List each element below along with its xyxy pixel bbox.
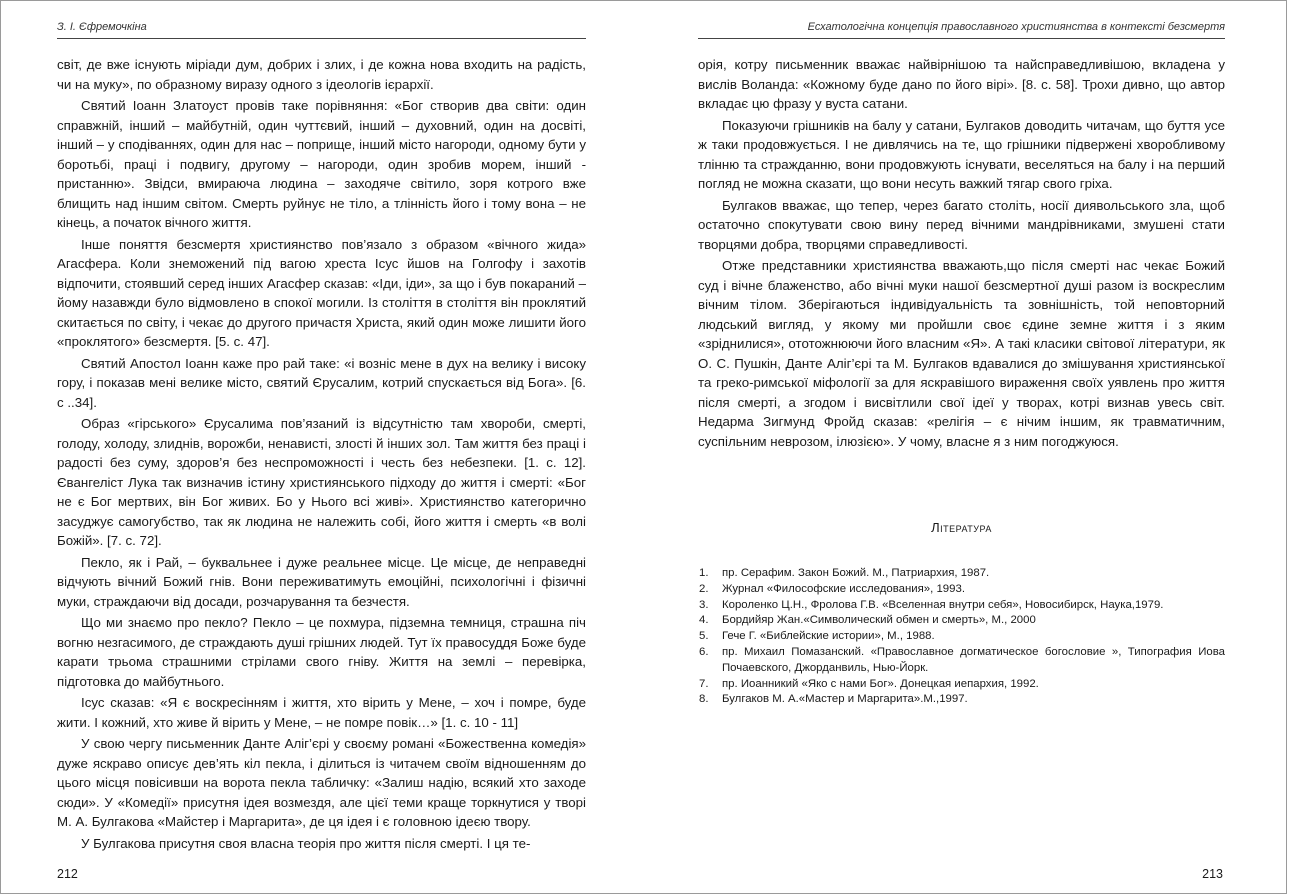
literature-item: [698, 613, 1225, 629]
paragraph: орія, котру письменник вважає найвірнішою та найсправедливішою, вкладена у вислів Воланда: «Кожному буде дано по його вірі». [8. с. 58]. Трохи дивно, що автор вкладає цю фразу у вуста сатани.: [698, 57, 1225, 111]
paragraph: Отже представники християнства вважають,що після смерті нас чекає Божий суд і вічне блаженство, або вічні муки нашої безсмертної душі разом із воскреслим вічним тілом. Зберігаються індивідуальність та зовнішність, той неповторний людський вигляд, у якому ми пройшли своє єдине земне життя і з яким «зріднилися», ототожнюючи його власним «Я». А такі класики світової літератури, як О. С. Пушкін, Данте Аліг’єрі та М. Булгаков вдавалися до змішування християнської та греко-римської міфології за для яскравішого вираження своїх уявлень про життя після смерті, а згодом і висвітлили свої ідеї у творах, котрі визнав увесь світ. Недарма Зигмунд Фройд сказав: «релігія – є нічим іншим, як травматичним, суспільним неврозом, ілюзією». У чому, власне я з ним погоджуюся.: [698, 258, 1225, 449]
paragraph: Ісус сказав: «Я є воскресінням і життя, хто вірить у Мене, – хоч і помре, буде жити. І кожний, хто живе й вірить у Мене, – не помре повік…» [1. с. 10 - 11]: [57, 695, 586, 730]
literature-item: [698, 629, 1225, 645]
literature-item: [698, 692, 1225, 708]
literature-item-number: 6.: [699, 645, 709, 658]
literature-item-text: Короленко Ц.Н., Фролова Г.В. «Вселенная внутри себя», Новосибирск, Наука,1979.: [722, 598, 1164, 611]
paragraph: У свою чергу письменник Данте Аліг’єрі у своєму романі «Божественна комедія» дуже яскраво описує дев’ять кіл пекла, і ділиться із читачем своїм відношенням до цього місця повісивши на ворота пекла табличку: «Залиш надію, всякий хто заходе сюди». У «Комедії» присутня ідея возмездя, але цієї теми краще торкнутися у творі М. А. Булгакова «Майстер і Маргарита», де ця ідея і є головною ідеєю твору.: [57, 736, 586, 829]
left-page: [57, 1, 586, 893]
literature-item-number: 2.: [699, 582, 709, 595]
paragraph: Інше поняття безсмертя християнство пов’язало з образом «вічного жида» Агасфера. Коли знеможений під вагою хреста Ісус йшов на Голгофу і захотів відпочити, стоявший серед інших Агасфер сказав: «Іди, іди», за що і був покараний – йому назавжди було відмовлено в спокої могили. Із століття в століття він проклятий скитається по світу, і чекає до другого причастя Христа, який один може лишити його «проклятого» безсмертя. [5. с. 47].: [57, 236, 586, 349]
page-number-left: 212: [57, 867, 78, 881]
literature-item-text: Булгаков М. А.«Мастер и Маргарита».М.,1997.: [722, 693, 968, 706]
literature-item-text: Гече Г. «Библейские истории», М., 1988.: [722, 630, 935, 643]
left-page-body: [57, 55, 586, 855]
literature-item-number: 4.: [699, 614, 709, 627]
literature-item-number: 8.: [699, 693, 709, 706]
paragraph: Святий Апостол Іоанн каже про рай таке: «і возніс мене в дух на велику і високу гору, і показав мені велике місто, святий Єрусалим, котрий спускається від Бога». [6. с ..34].: [57, 355, 586, 410]
paragraph: світ, де вже існують міріади дум, добрих і злих, і де кожна нова входить на радість, чи на муку», по образному виразу одного з ідеологів ієрархії.: [57, 57, 586, 92]
literature-item-number: 5.: [699, 630, 709, 643]
literature-item-text: пр. Иоанникий «Яко с нами Бог». Донецкая иепархия, 1992.: [722, 677, 1039, 690]
literature-item-text: Бордийяр Жан.«Символический обмен и смерть», М., 2000: [722, 614, 1036, 627]
paragraph: Показуючи грішників на балу у сатани, Булгаков доводить читачам, що буття усе ж таки продовжується. І не дивлячись на те, що грішники підвержені хворобливому тлінню та стражданню, вони продовжують існувати, веселяться на балу і на перший погляд не можна сказати, що вони несуть важкий тягар свого гріха.: [698, 117, 1225, 191]
literature-item: [698, 566, 1225, 582]
literature-item-number: 7.: [699, 677, 709, 690]
literature-list: [698, 566, 1225, 708]
right-page-body: [698, 55, 1225, 453]
paragraph: Пекло, як і Рай, – буквальнее і дуже реальнее місце. Це місце, де неправедні відчують вічний Божий гнів. Вони переживатимуть емоційні, психологічні і фізичні муки, страждаючи від досади, розчарування та безчестя.: [57, 554, 586, 609]
paragraph: Образ «гірського» Єрусалима пов’язаний із відсутністю там хвороби, смерті, голоду, холоду, злиднів, ворожби, ненависті, злості й інших зол. Там життя без праці і радості без суму, здоров’я без неспроможності і честь без небезпеки. [1. с. 12]. Євангеліст Лука так визначив істину християнського підходу до життя і смерті: «Бог не є Бог мертвих, він Бог живих. Бо у Нього всі живі». Християнство категорично засуджує самогубство, так як людина не належить собі, його життя і смерть «в волі Божій». [7. с. 72].: [57, 416, 586, 548]
literature-item-text: пр. Михаил Помазанский. «Православное догматическое богословие », Типография Иова Почаевского, Джорданвиль, Нью-Йорк.: [722, 645, 1225, 674]
running-head-title: Есхатологічна концепція православного християнства в контексті безсмертя: [698, 21, 1225, 39]
literature-item: [698, 677, 1225, 693]
literature-item: [698, 598, 1225, 614]
literature-item: [698, 582, 1225, 598]
literature-item-text: Журнал «Философские исследования», 1993.: [722, 582, 965, 595]
running-head-author: З. І. Єфремочкіна: [57, 21, 586, 39]
literature-item-text: пр. Серафим. Закон Божий. М., Патриархия, 1987.: [722, 567, 990, 579]
right-page: [698, 1, 1225, 893]
paragraph: Булгаков вважає, що тепер, через багато століть, носії диявольського зла, щоб остаточно спокутувати свою вину перед вічними мандрівниками, змушені стати творцями добра, творцями справедливості.: [698, 197, 1225, 252]
literature-item-number: 1.: [699, 567, 709, 579]
literature-item-number: 3.: [699, 598, 709, 611]
paragraph: Що ми знаємо про пекло? Пекло – це похмура, підземна темниця, страшна піч вогню незгасимого, де страждають душі грішних людей. Тут їх правосуддя Боже буде карати трьома страшними стрілами свого гніву. Життя на землі – перевірка, підготовка до майбутнього.: [57, 615, 586, 689]
literature-heading: Література: [931, 520, 992, 535]
literature-item: [698, 645, 1225, 677]
paragraph: Святий Іоанн Златоуст провів таке порівняння: «Бог створив два світи: один справжній, інший – майбутній, один чуттєвий, інший – духовний, один на досвіті, інший – у сподіваннях, один для нас – поприще, інший місто нагороди, одному бути у боротьбі, праці і подвигу, другому – нагороди, один зробив морем, інший - пристанню». Звідси, вмираюча людина – заходяче світило, зоря котрого вже блищить над іншим світом. Смерть руйнує не тіло, а тлінність його і тому вона – не кінець, а початок вічного життя.: [57, 98, 586, 230]
page-number-right: 213: [1202, 867, 1223, 881]
paragraph: У Булгакова присутня своя власна теорія про життя після смерті. І ця те-: [81, 835, 531, 851]
